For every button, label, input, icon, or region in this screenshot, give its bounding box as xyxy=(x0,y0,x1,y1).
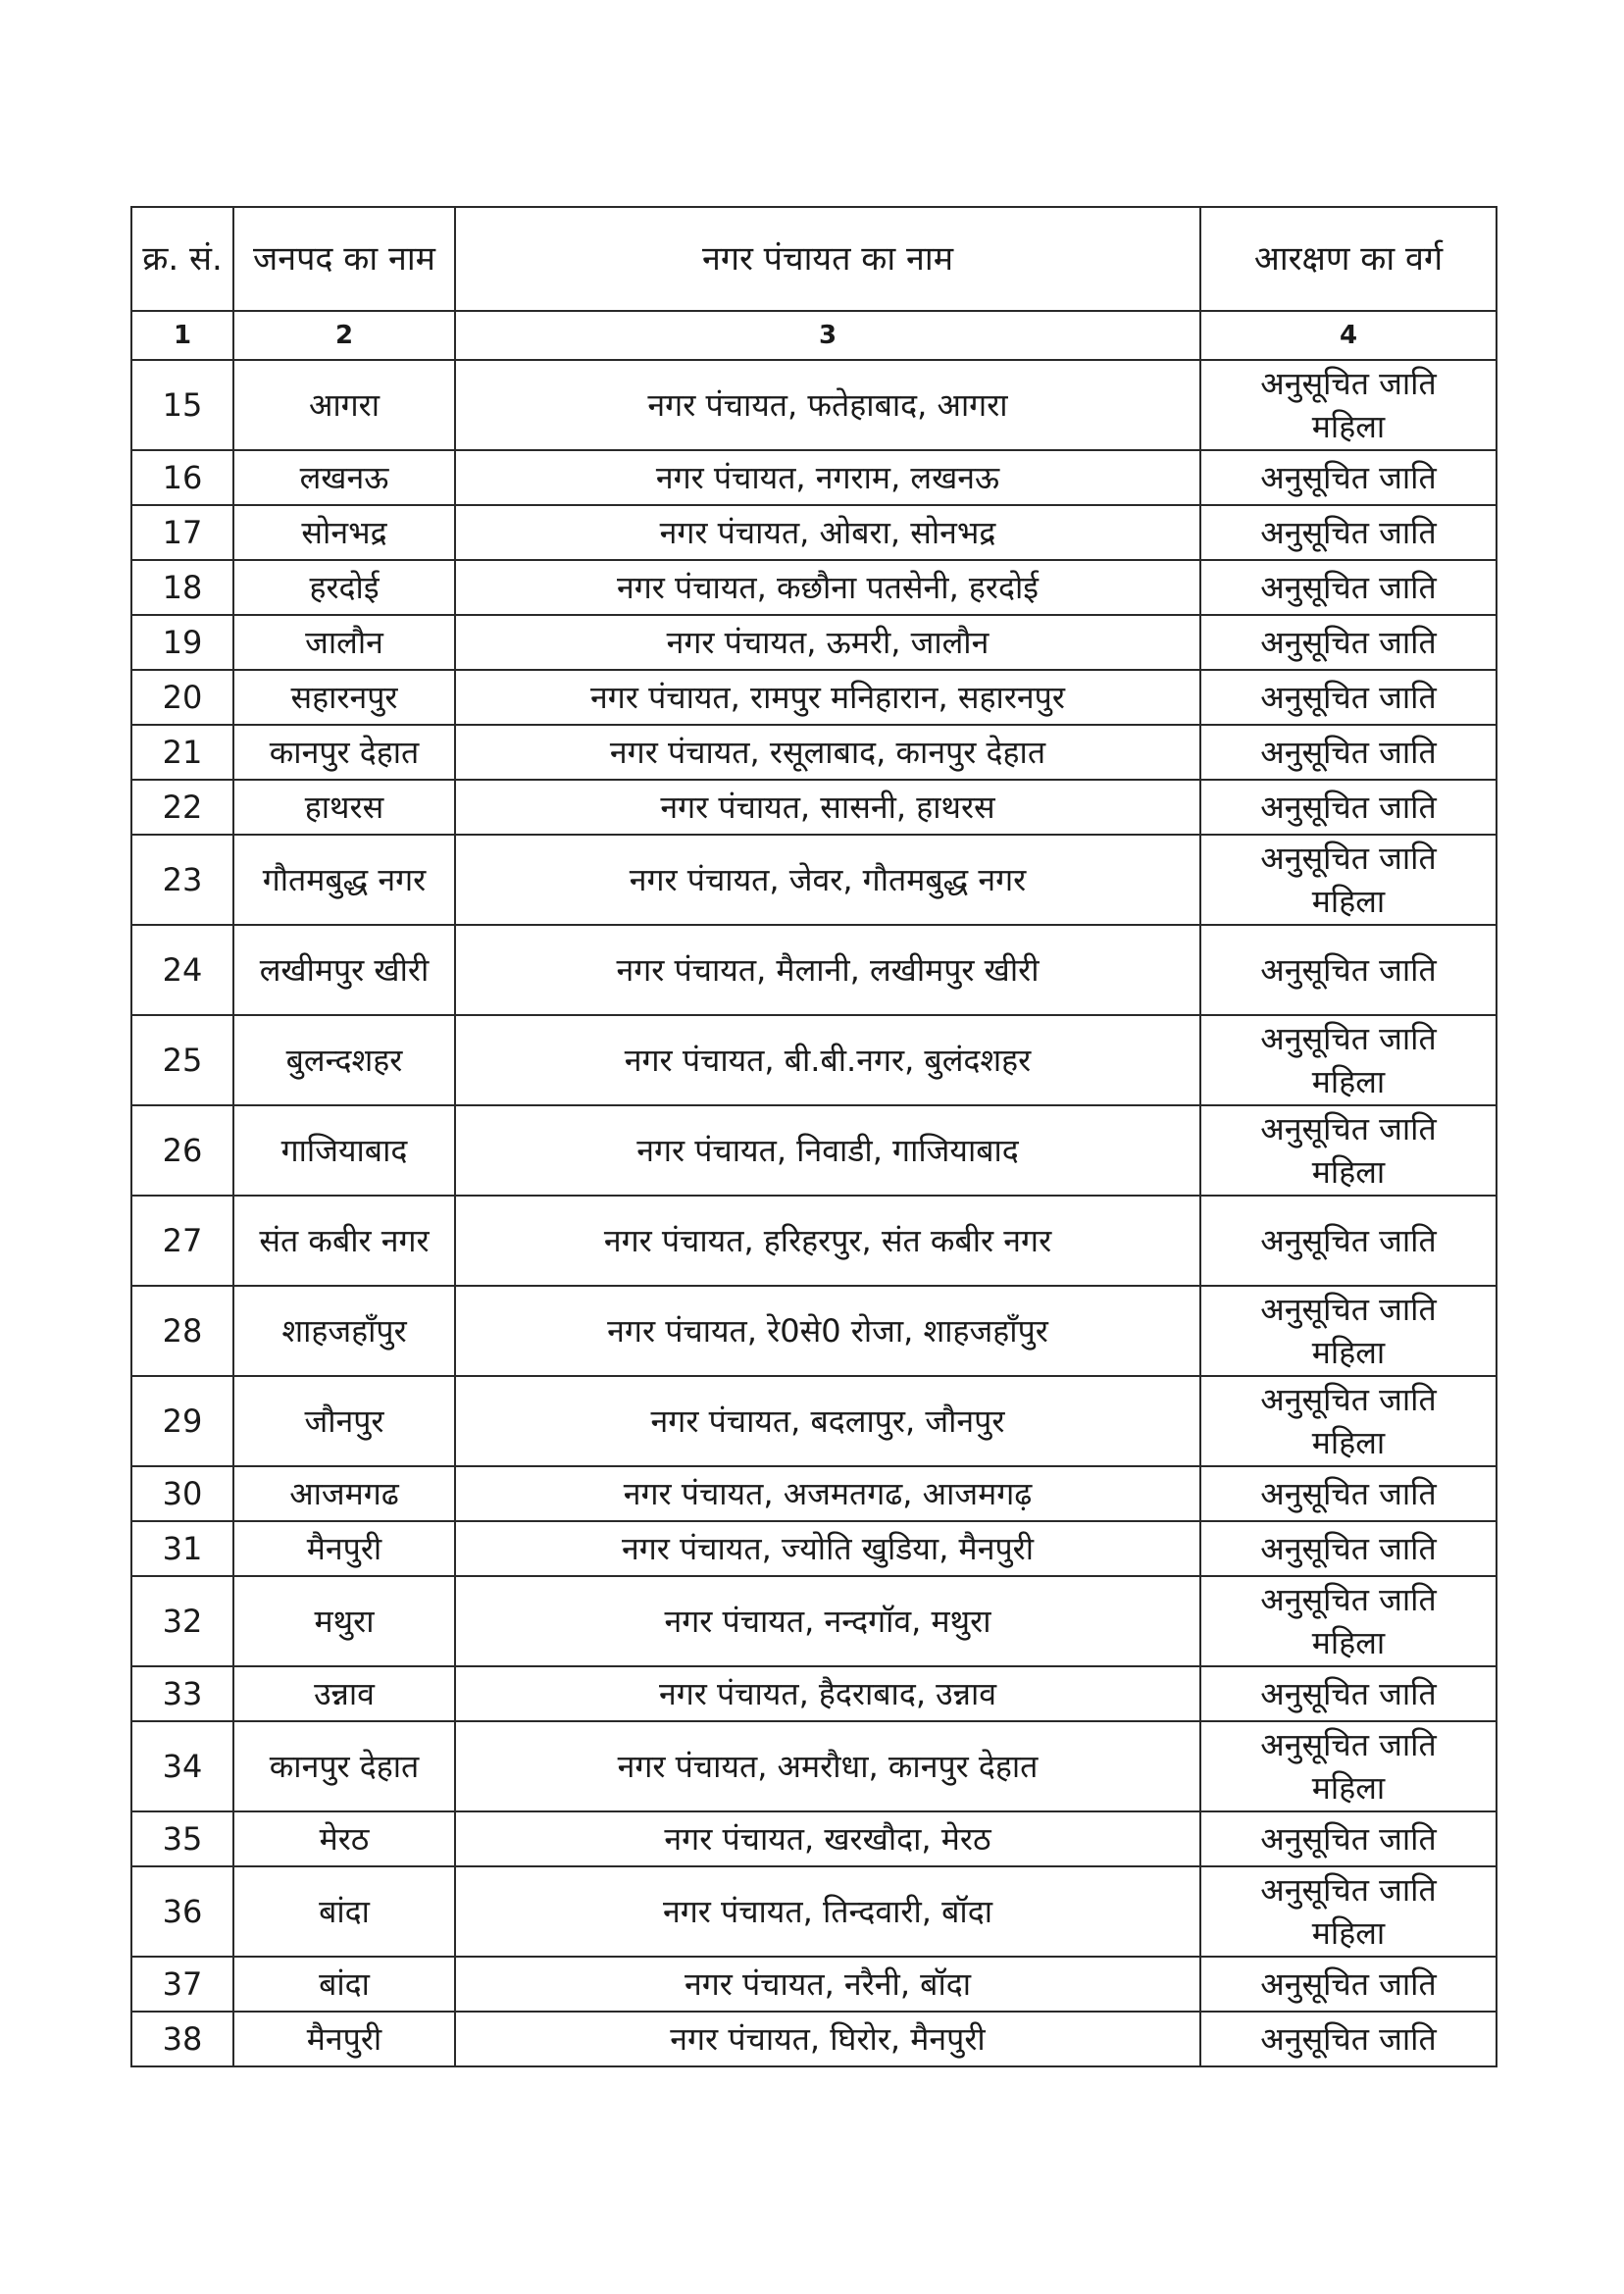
category-label: अनुसूचित जाति xyxy=(1260,1965,1437,2003)
category-label: अनुसूचित जाति xyxy=(1260,1291,1437,1328)
table-row xyxy=(131,725,1497,780)
category-label: अनुसूचित जाति xyxy=(1260,1871,1437,1909)
table-row xyxy=(131,1811,1497,1866)
category-label: अनुसूचित जाति xyxy=(1260,1381,1437,1418)
table-row xyxy=(131,1376,1497,1466)
category-label: अनुसूचित जाति xyxy=(1260,1530,1437,1567)
table-row xyxy=(131,670,1497,725)
table-row xyxy=(131,360,1497,450)
header-category: आरक्षण का वर्ग xyxy=(1200,207,1497,311)
district-cell: लखीमपुर खीरी xyxy=(233,925,455,1015)
serial-number-cell: 36 xyxy=(131,1866,233,1957)
category-cell xyxy=(1200,1105,1497,1196)
panchayat-cell: नगर पंचायत, घिरोर, मैनपुरी xyxy=(455,2012,1200,2066)
category-cell xyxy=(1200,1196,1497,1286)
category-cell xyxy=(1200,1666,1497,1721)
category-label: अनुसूचित जाति xyxy=(1260,1675,1437,1712)
serial-number-cell: 18 xyxy=(131,560,233,615)
category-label: अनुसूचित जाति xyxy=(1260,1581,1437,1618)
category-label: अनुसूचित जाति xyxy=(1260,2020,1437,2058)
panchayat-cell: नगर पंचायत, फतेहाबाद, आगरा xyxy=(455,360,1200,450)
district-cell: कानपुर देहात xyxy=(233,1721,455,1811)
district-cell: बुलन्दशहर xyxy=(233,1015,455,1105)
panchayat-cell: नगर पंचायत, नन्दगॉव, मथुरा xyxy=(455,1576,1200,1666)
district-cell: शाहजहाँपुर xyxy=(233,1286,455,1376)
panchayat-cell: नगर पंचायत, रामपुर मनिहारान, सहारनपुर xyxy=(455,670,1200,725)
table-row xyxy=(131,1286,1497,1376)
serial-number-cell: 24 xyxy=(131,925,233,1015)
table-row xyxy=(131,1957,1497,2012)
category-cell xyxy=(1200,1466,1497,1521)
serial-number-cell: 21 xyxy=(131,725,233,780)
serial-number-cell: 35 xyxy=(131,1811,233,1866)
category-label: अनुसूचित जाति xyxy=(1260,1020,1437,1057)
category-sub-label: महिला xyxy=(1311,1914,1386,1952)
serial-number-cell: 29 xyxy=(131,1376,233,1466)
reservation-table xyxy=(130,206,1497,2067)
panchayat-cell: नगर पंचायत, मैलानी, लखीमपुर खीरी xyxy=(455,925,1200,1015)
serial-number-cell: 31 xyxy=(131,1521,233,1576)
table-row xyxy=(131,615,1497,670)
panchayat-cell: नगर पंचायत, नगराम, लखनऊ xyxy=(455,450,1200,505)
panchayat-cell: नगर पंचायत, सासनी, हाथरस xyxy=(455,780,1200,835)
category-sub-label: महिला xyxy=(1311,1063,1386,1100)
category-label: अनुसूचित जाति xyxy=(1260,789,1437,826)
panchayat-cell: नगर पंचायत, ऊमरी, जालौन xyxy=(455,615,1200,670)
district-cell: सोनभद्र xyxy=(233,505,455,560)
panchayat-cell: नगर पंचायत, ओबरा, सोनभद्र xyxy=(455,505,1200,560)
category-cell xyxy=(1200,780,1497,835)
serial-number-cell: 32 xyxy=(131,1576,233,1666)
category-sub-label: महिला xyxy=(1311,1153,1386,1191)
serial-number-cell: 38 xyxy=(131,2012,233,2066)
table-row xyxy=(131,1105,1497,1196)
table-row xyxy=(131,1576,1497,1666)
table-row xyxy=(131,450,1497,505)
district-cell: गौतमबुद्ध नगर xyxy=(233,835,455,925)
serial-number-cell: 19 xyxy=(131,615,233,670)
table-row xyxy=(131,1521,1497,1576)
table-row xyxy=(131,560,1497,615)
district-cell: मैनपुरी xyxy=(233,2012,455,2066)
panchayat-cell: नगर पंचायत, बदलापुर, जौनपुर xyxy=(455,1376,1200,1466)
column-number: 2 xyxy=(233,311,455,360)
district-cell: कानपुर देहात xyxy=(233,725,455,780)
district-cell: बांदा xyxy=(233,1957,455,2012)
category-cell xyxy=(1200,835,1497,925)
district-cell: संत कबीर नगर xyxy=(233,1196,455,1286)
category-cell xyxy=(1200,1376,1497,1466)
category-label: अनुसूचित जाति xyxy=(1260,1475,1437,1512)
district-cell: लखनऊ xyxy=(233,450,455,505)
table-row xyxy=(131,1866,1497,1957)
column-number: 3 xyxy=(455,311,1200,360)
category-cell xyxy=(1200,1957,1497,2012)
column-number: 4 xyxy=(1200,311,1497,360)
table-row xyxy=(131,1721,1497,1811)
serial-number-cell: 34 xyxy=(131,1721,233,1811)
district-cell: जौनपुर xyxy=(233,1376,455,1466)
panchayat-cell: नगर पंचायत, हरिहरपुर, संत कबीर नगर xyxy=(455,1196,1200,1286)
category-label: अनुसूचित जाति xyxy=(1260,1110,1437,1147)
category-cell xyxy=(1200,1576,1497,1666)
category-label: अनुसूचित जाति xyxy=(1260,1726,1437,1763)
table-header-row xyxy=(131,207,1497,311)
district-cell: मेरठ xyxy=(233,1811,455,1866)
category-label: अनुसूचित जाति xyxy=(1260,365,1437,402)
panchayat-cell: नगर पंचायत, बी.बी.नगर, बुलंदशहर xyxy=(455,1015,1200,1105)
category-sub-label: महिला xyxy=(1311,408,1386,445)
category-cell xyxy=(1200,925,1497,1015)
column-number-row xyxy=(131,311,1497,360)
serial-number-cell: 22 xyxy=(131,780,233,835)
category-cell xyxy=(1200,1811,1497,1866)
category-cell xyxy=(1200,725,1497,780)
district-cell: मथुरा xyxy=(233,1576,455,1666)
panchayat-cell: नगर पंचायत, निवाडी, गाजियाबाद xyxy=(455,1105,1200,1196)
serial-number-cell: 27 xyxy=(131,1196,233,1286)
category-sub-label: महिला xyxy=(1311,1769,1386,1807)
serial-number-cell: 20 xyxy=(131,670,233,725)
header-district: जनपद का नाम xyxy=(233,207,455,311)
category-label: अनुसूचित जाति xyxy=(1260,679,1437,716)
district-cell: जालौन xyxy=(233,615,455,670)
category-cell xyxy=(1200,1721,1497,1811)
category-cell xyxy=(1200,615,1497,670)
category-cell xyxy=(1200,560,1497,615)
panchayat-cell: नगर पंचायत, ज्योति खुडिया, मैनपुरी xyxy=(455,1521,1200,1576)
district-cell: उन्नाव xyxy=(233,1666,455,1721)
serial-number-cell: 16 xyxy=(131,450,233,505)
category-label: अनुसूचित जाति xyxy=(1260,569,1437,606)
district-cell: बांदा xyxy=(233,1866,455,1957)
table-row xyxy=(131,1015,1497,1105)
category-cell xyxy=(1200,1015,1497,1105)
district-cell: आगरा xyxy=(233,360,455,450)
serial-number-cell: 15 xyxy=(131,360,233,450)
serial-number-cell: 17 xyxy=(131,505,233,560)
category-label: अनुसूचित जाति xyxy=(1260,1820,1437,1858)
category-cell xyxy=(1200,450,1497,505)
category-cell xyxy=(1200,1521,1497,1576)
category-label: अनुसूचित जाति xyxy=(1260,951,1437,989)
category-cell xyxy=(1200,505,1497,560)
panchayat-cell: नगर पंचायत, अजमतगढ, आजमगढ़ xyxy=(455,1466,1200,1521)
panchayat-cell: नगर पंचायत, रे0से0 रोजा, शाहजहाँपुर xyxy=(455,1286,1200,1376)
category-label: अनुसूचित जाति xyxy=(1260,734,1437,771)
panchayat-cell: नगर पंचायत, अमरौधा, कानपुर देहात xyxy=(455,1721,1200,1811)
panchayat-cell: नगर पंचायत, रसूलाबाद, कानपुर देहात xyxy=(455,725,1200,780)
panchayat-cell: नगर पंचायत, खरखौदा, मेरठ xyxy=(455,1811,1200,1866)
category-cell xyxy=(1200,360,1497,450)
panchayat-cell: नगर पंचायत, तिन्दवारी, बॉदा xyxy=(455,1866,1200,1957)
category-label: अनुसूचित जाति xyxy=(1260,514,1437,551)
table-row xyxy=(131,835,1497,925)
district-cell: मैनपुरी xyxy=(233,1521,455,1576)
category-cell xyxy=(1200,670,1497,725)
category-label: अनुसूचित जाति xyxy=(1260,840,1437,877)
category-sub-label: महिला xyxy=(1311,1624,1386,1661)
serial-number-cell: 30 xyxy=(131,1466,233,1521)
table-row xyxy=(131,1666,1497,1721)
header-serial: क्र. सं. xyxy=(131,207,233,311)
district-cell: हरदोई xyxy=(233,560,455,615)
serial-number-cell: 23 xyxy=(131,835,233,925)
column-number: 1 xyxy=(131,311,233,360)
category-cell xyxy=(1200,2012,1497,2066)
category-cell xyxy=(1200,1286,1497,1376)
serial-number-cell: 25 xyxy=(131,1015,233,1105)
header-panchayat: नगर पंचायत का नाम xyxy=(455,207,1200,311)
serial-number-cell: 33 xyxy=(131,1666,233,1721)
district-cell: गाजियाबाद xyxy=(233,1105,455,1196)
panchayat-cell: नगर पंचायत, नरैनी, बॉदा xyxy=(455,1957,1200,2012)
table-row xyxy=(131,1466,1497,1521)
table-row xyxy=(131,2012,1497,2066)
table-row xyxy=(131,505,1497,560)
panchayat-cell: नगर पंचायत, हैदराबाद, उन्नाव xyxy=(455,1666,1200,1721)
category-sub-label: महिला xyxy=(1311,1424,1386,1461)
panchayat-cell: नगर पंचायत, कछौना पतसेनी, हरदोई xyxy=(455,560,1200,615)
district-cell: सहारनपुर xyxy=(233,670,455,725)
district-cell: आजमगढ xyxy=(233,1466,455,1521)
table-row xyxy=(131,780,1497,835)
table-row xyxy=(131,1196,1497,1286)
district-cell: हाथरस xyxy=(233,780,455,835)
serial-number-cell: 26 xyxy=(131,1105,233,1196)
serial-number-cell: 28 xyxy=(131,1286,233,1376)
category-sub-label: महिला xyxy=(1311,883,1386,920)
category-label: अनुसूचित जाति xyxy=(1260,459,1437,496)
category-cell xyxy=(1200,1866,1497,1957)
category-sub-label: महिला xyxy=(1311,1334,1386,1371)
panchayat-cell: नगर पंचायत, जेवर, गौतमबुद्ध नगर xyxy=(455,835,1200,925)
serial-number-cell: 37 xyxy=(131,1957,233,2012)
category-label: अनुसूचित जाति xyxy=(1260,1222,1437,1259)
table-body xyxy=(131,360,1497,2066)
category-label: अनुसूचित जाति xyxy=(1260,624,1437,661)
table-row xyxy=(131,925,1497,1015)
